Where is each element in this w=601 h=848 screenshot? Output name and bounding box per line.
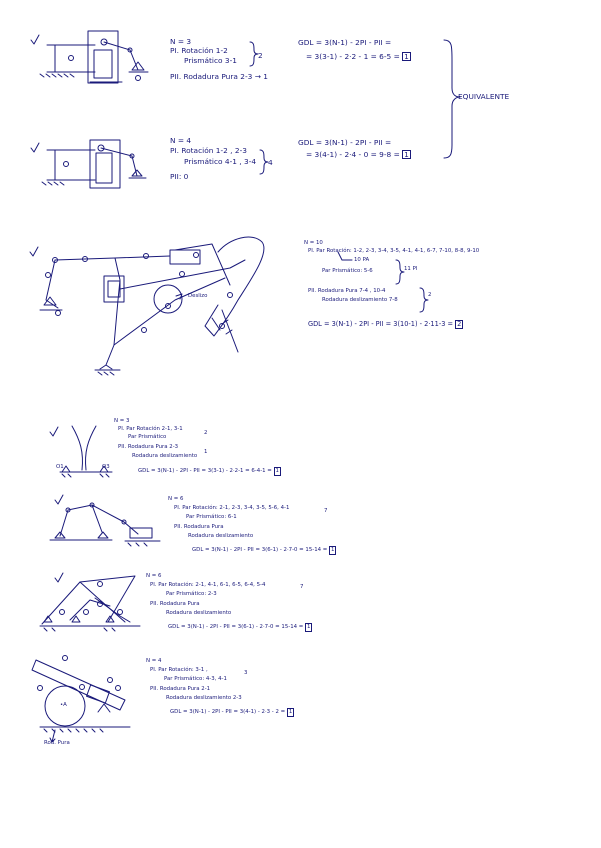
ex5-pi-count: 7	[324, 508, 328, 514]
ex2-pii: PII: 0	[170, 172, 189, 181]
ex2-gdl1: GDL = 3(N-1) - 2PI - PII =	[298, 138, 392, 147]
ex5-gdl: GDL = 3(N-1) - 2PI - PII = 3(6-1) - 2·7-0 = 15-14 = 1	[192, 547, 335, 553]
ex4-gdl: GDL = 3(N-1) - 2PI - PII = 3(3-1) - 2·2-1 = 6-4-1 = 1	[138, 468, 279, 474]
ex2-result: 1	[404, 150, 409, 159]
ex3-pi-note: 10 PA	[354, 257, 370, 263]
ex7-pii: PII. Rodadura Pura 2-1	[150, 686, 211, 692]
ex3-pii-count: 2	[428, 292, 432, 298]
ex7-a-label: •A	[60, 702, 67, 708]
ex3-gdl: GDL = 3(N-1) - 2PI - PII = 3(10-1) - 2·11-3 = 2	[308, 320, 462, 328]
ex1-pi2: Prismático 3-1	[184, 56, 237, 65]
ex4-pi2: Par Prismático	[128, 434, 167, 440]
figure-6	[40, 573, 140, 631]
ex1-result: 1	[404, 52, 409, 61]
ex4-result: 1	[275, 468, 279, 474]
figure-3	[30, 237, 264, 375]
ex3-n: N = 10	[304, 240, 323, 246]
ex5-pii2: Rodadura deslizamiento	[188, 533, 254, 539]
ex4-pi: PI. Par Rotación 2-1, 3-1	[118, 426, 183, 432]
ex7-rod-label: Rod. Pura	[44, 740, 70, 746]
ex7-pi-count: 3	[244, 670, 248, 676]
ex1-pi-count: 2	[258, 51, 263, 60]
ex2-n: N = 4	[170, 136, 192, 145]
ex5-result: 1	[331, 547, 335, 553]
ex1-gdl1: GDL = 3(N-1) - 2PI - PII =	[298, 38, 392, 47]
ex3-pii2: Rodadura deslizamiento 7-8	[322, 297, 398, 303]
ex3-result: 2	[457, 320, 462, 328]
ex7-pi: PI. Par Rotación: 3-1 ,	[150, 667, 208, 673]
ex4-pii2: Rodadura deslizamiento	[132, 453, 198, 459]
ex1-n: N = 3	[170, 37, 192, 46]
figure-2	[31, 140, 146, 188]
ex4-n: N = 3	[114, 418, 130, 424]
ex3-pi-count: 11 PI	[404, 266, 418, 272]
ex4-o1: O1	[56, 464, 64, 470]
ex2-pi-count: 4	[268, 158, 273, 167]
ex4-pii-count: 1	[204, 449, 208, 455]
ex3-pii: PII. Rodadura Pura 7-4 , 10-4	[308, 288, 386, 294]
ex4-o3: O3	[102, 464, 110, 470]
ex3-pi: PI. Par Rotación: 1-2, 2-3, 3-4, 3-5, 4-1, 4-1, 6-7, 7-10, 8-8, 9-10	[308, 248, 480, 254]
ex6-pi-count: 7	[300, 584, 304, 590]
ex6-pii: PII. Rodadura Pura	[150, 601, 200, 607]
ex2-pi2: Prismático 4-1 , 3-4	[184, 157, 257, 166]
ex3-pi-pris: Par Prismático: 5-6	[322, 268, 373, 274]
figure-7	[32, 656, 130, 743]
ex1-pi: PI. Rotación 1-2	[170, 46, 228, 55]
ex7-pii2: Rodadura deslizamiento 2-3	[166, 695, 242, 701]
ex7-pi2: Par Prismático: 4-3, 4-1	[164, 676, 227, 682]
ex6-pi2: Par Prismático: 2-3	[166, 591, 217, 597]
ex1-pii: PII. Rodadura Pura 2-3 → 1	[170, 72, 268, 81]
ex5-pi: PI. Par Rotación: 2-1, 2-3, 3-4, 3-5, 5-6, 4-1	[174, 505, 290, 511]
ex4-pii: PII. Rodadura Pura 2-3	[118, 444, 179, 450]
ex1-gdl2: = 3(3-1) - 2·2 - 1 = 6-5 = 1	[306, 52, 409, 61]
ex6-result: 1	[307, 624, 311, 630]
ex3-deslizo: Deslizo	[188, 293, 208, 299]
ex6-n: N = 6	[146, 573, 162, 579]
ex4-pi-count: 2	[204, 430, 208, 436]
ex5-n: N = 6	[168, 496, 184, 502]
ex5-pii: PII. Rodadura Pura	[174, 524, 224, 530]
equivalente-label: EQUIVALENTE	[458, 92, 510, 101]
figure-1	[31, 31, 148, 83]
ex2-gdl2: = 3(4-1) - 2·4 - 0 = 9-8 = 1	[306, 150, 409, 159]
ex5-pi2: Par Prismático: 6-1	[186, 514, 237, 520]
ex7-n: N = 4	[146, 658, 162, 664]
ex7-gdl: GDL = 3(N-1) - 2PI - PII = 3(4-1) - 2·3 - 2 = 1	[170, 709, 293, 715]
ex7-result: 1	[288, 709, 293, 715]
ex6-pii2: Rodadura deslizamiento	[166, 610, 232, 616]
ex2-pi: PI. Rotación 1-2 , 2-3	[170, 146, 247, 155]
ex6-gdl: GDL = 3(N-1) - 2PI - PII = 3(6-1) - 2·7-0 = 15-14 = 1	[168, 624, 311, 630]
ex6-pi: PI. Par Rotación: 2-1, 4-1, 6-1, 6-5, 6-4, 5-4	[150, 582, 266, 588]
figure-5	[50, 495, 160, 546]
